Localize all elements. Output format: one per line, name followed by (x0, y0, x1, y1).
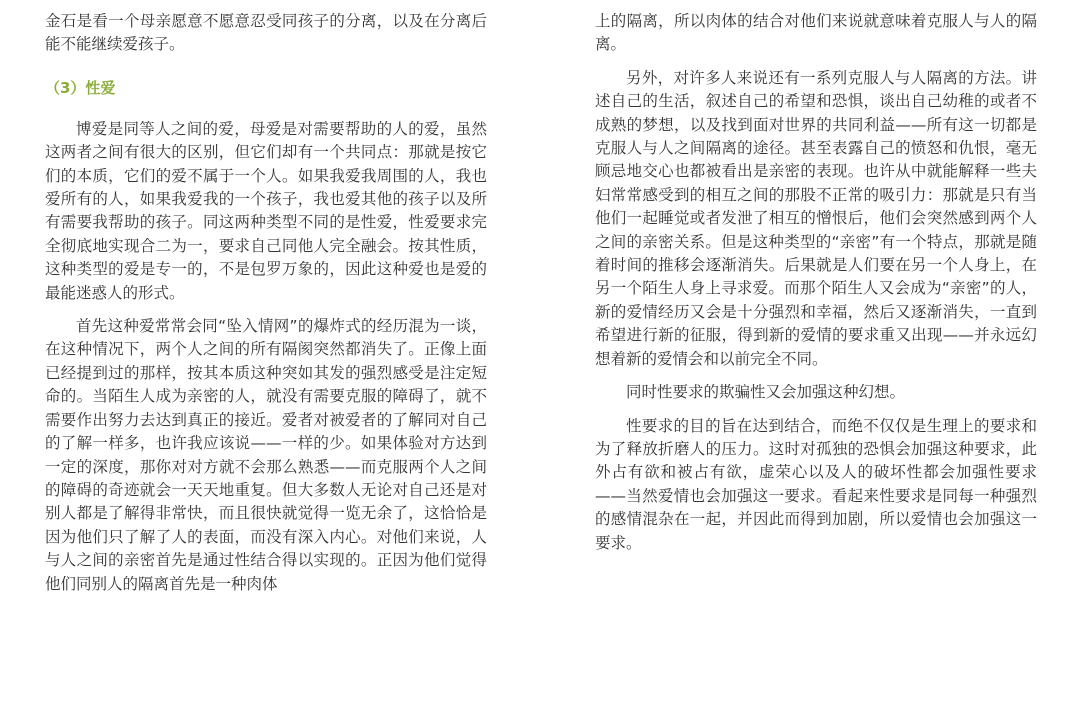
paragraph-continued: 上的隔离，所以肉体的结合对他们来说就意味着克服人与人的隔离。 (595, 12, 1037, 54)
paragraph: 同时性要求的欺骗性又会加强这种幻想。 (626, 383, 906, 402)
paragraph-continued: 金石是看一个母亲愿意不愿意忍受同孩子的分离，以及在分离后能不能继续爱孩子。 (45, 12, 487, 54)
paragraph: 性要求的目的旨在达到结合，而绝不仅仅是生理上的要求和为了释放折磨人的压力。这时对孤独的恐惧会加强这种要求，此外占有欲和被占有欲，虚荣心以及人的破坏性都会加强性要求——当然爱情也会加强这一要求。看起来性要求是同每一种强烈的感情混杂在一起，并因此而得到加剧，所以爱情也会加强这一要求。 (595, 416, 1037, 552)
paragraph: 博爱是同等人之间的爱，母爱是对需要帮助的人的爱，虽然这两者之间有很大的区别，但它们却有一个共同点：那就是按它们的本质，它们的爱不属于一个人。如果我爱我周围的人，我也爱所有的人，如果我爱我的一个孩子，我也爱其他的孩子以及所有需要我帮助的孩子。同这两种类型不同的是性爱，性爱要求完全彻底地实现合二为一，要求自己同他人完全融会。按其性质，这种类型的爱是专一的，不是包罗万象的，因此这种爱也是爱的最能迷惑人的形式。 (45, 119, 487, 302)
right-column (595, 10, 1037, 555)
left-column (45, 10, 487, 596)
paragraph: 另外，对许多人来说还有一系列克服人与人隔离的方法。讲述自己的生活，叙述自己的希望和恐惧，谈出自己幼稚的或者不成熟的梦想，以及找到面对世界的共同利益——所有这一切都是克服人与人之间隔离的途径。甚至表露自己的愤怒和仇恨，毫无顾忌地交心也都被看出是亲密的表现。也许从中就能解释一些夫妇常常感受到的相互之间的那股不正常的吸引力：那就是只有当他们一起睡觉或者发泄了相互的憎恨后，他们会突然感到两个人之间的亲密关系。但是这种类型的“亲密”有一个特点，那就是随着时间的推移会逐渐消失。后果就是人们要在另一个人身上，在另一个陌生人身上寻求爱。而那个陌生人又会成为“亲密”的人，新的爱情经历又会是十分强烈和幸福，然后又逐渐消失，一直到希望进行新的征服，得到新的爱情的要求重又出现——并永远幻想着新的爱情会和以前完全不同。 (595, 68, 1037, 368)
section-heading: （3）性爱 (45, 78, 116, 97)
paragraph: 首先这种爱常常会同“坠入情网”的爆炸式的经历混为一谈，在这种情况下，两个人之间的所有隔阂突然都消失了。正像上面已经提到过的那样，按其本质这种突如其发的强烈感受是注定短命的。当陌生人成为亲密的人，就没有需要克服的障碍了，就不需要作出努力去达到真正的接近。爱者对被爱者的了解同对自己的了解一样多，也许我应该说——一样的少。如果体验对方达到一定的深度，那你对对方就不会那么熟悉——而克服两个人之间的障碍的奇迹就会一天天地重复。但大多数人无论对自己还是对别人都是了解得非常快，而且很快就觉得一览无余了，这恰恰是因为他们只了解了人的表面，而没有深入内心。对他们来说，人与人之间的亲密首先是通过性结合得以实现的。正因为他们觉得他们同别人的隔离首先是一种肉体 (45, 317, 487, 593)
